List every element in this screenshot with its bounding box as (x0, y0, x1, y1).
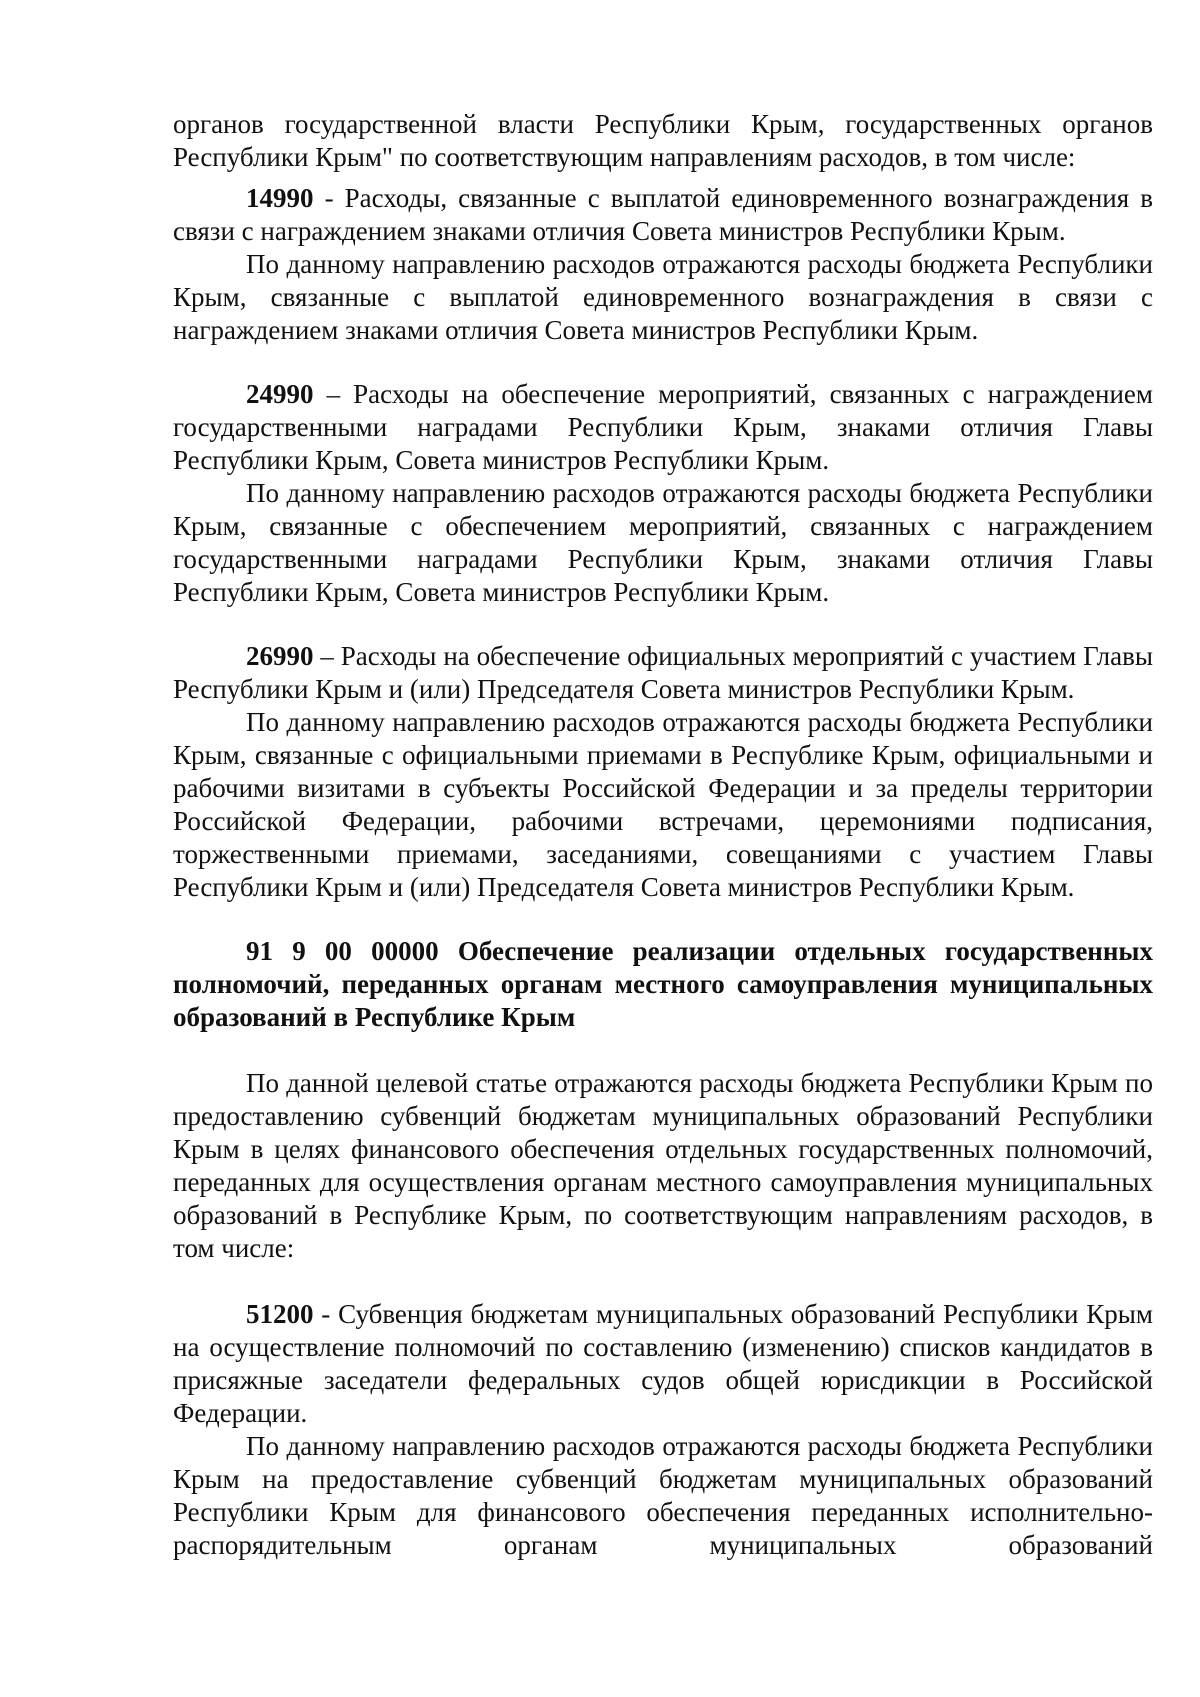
intro-continuation: органов государственной власти Республики Крым, государственных органов Республики Крым" по соответствующим направлениям расходов, в том числе: (173, 109, 1153, 172)
section-code: 26990 (246, 641, 314, 671)
section-title-text: Расходы, связанные с выплатой единовременного вознаграждения в связи с награждением знаками отличия Совета министров Республики Крым. (173, 183, 1153, 246)
section-code: 14990 (246, 183, 314, 213)
section-separator: - (313, 183, 345, 213)
section-24990-title (173, 378, 1153, 477)
section-24990-description: По данному направлению расходов отражаются расходы бюджета Республики Крым, связанные с обеспечением мероприятий, связанных с награждением государственными наградами Республики Крым, знаками отличия Главы Республики Крым, Совета министров Республики Крым. (173, 478, 1153, 607)
section-separator: - (313, 1299, 339, 1329)
section-14990-description: По данному направлению расходов отражаются расходы бюджета Республики Крым, связанные с выплатой единовременного вознаграждения в связи с награждением знаками отличия Совета министров Республики Крым. (173, 249, 1153, 345)
section-separator: – (313, 379, 354, 409)
section-code: 24990 (246, 379, 314, 409)
target-article-heading (173, 935, 1153, 1034)
section-26990-title (173, 640, 1153, 706)
section-code: 51200 (246, 1299, 314, 1329)
section-51200-title (173, 1298, 1153, 1430)
target-article-description: По данной целевой статье отражаются расходы бюджета Республики Крым по предоставлению субвенций бюджетам муниципальных образований Республики Крым в целях финансового обеспечения отдельных государственных полномочий, переданных для осуществления органам местного самоуправления муниципальных образований в Республике Крым, по соответствующим направлениям расходов, в том числе: (173, 1068, 1153, 1263)
section-separator: – (313, 641, 341, 671)
section-title-text: Расходы на обеспечение официальных мероприятий с участием Главы Республики Крым и (или) Председателя Совета министров Республики Крым. (173, 641, 1153, 704)
target-article-code: 91 9 00 00000 (246, 936, 439, 966)
target-article-title: Обеспечение реализации отдельных государственных полномочий, переданных органам местного самоуправления муниципальных образований в Республике Крым (173, 936, 1153, 1032)
section-14990-title (173, 182, 1153, 248)
section-51200-description: По данному направлению расходов отражаются расходы бюджета Республики Крым на предоставление субвенций бюджетам муниципальных образований Республики Крым для финансового обеспечения переданных исполнительно-распорядительным органам муниципальных образований (173, 1431, 1153, 1560)
section-title-text: Субвенция бюджетам муниципальных образований Республики Крым на осуществление полномочий по составлению (изменению) списков кандидатов в присяжные заседатели федеральных судов общей юрисдикции в Российской Федерации. (173, 1299, 1153, 1428)
section-26990-description: По данному направлению расходов отражаются расходы бюджета Республики Крым, связанные с официальными приемами в Республике Крым, официальными и рабочими визитами в субъекты Российской Федерации и за пределы территории Российской Федерации, рабочими встречами, церемониями подписания, торжественными приемами, заседаниями, совещаниями с участием Главы Республики Крым и (или) Председателя Совета министров Республики Крым. (173, 707, 1153, 902)
section-title-text: Расходы на обеспечение мероприятий, связанных с награждением государственными наградами Республики Крым, знаками отличия Главы Республики Крым, Совета министров Республики Крым. (173, 379, 1153, 475)
document-page (173, 108, 1153, 1562)
